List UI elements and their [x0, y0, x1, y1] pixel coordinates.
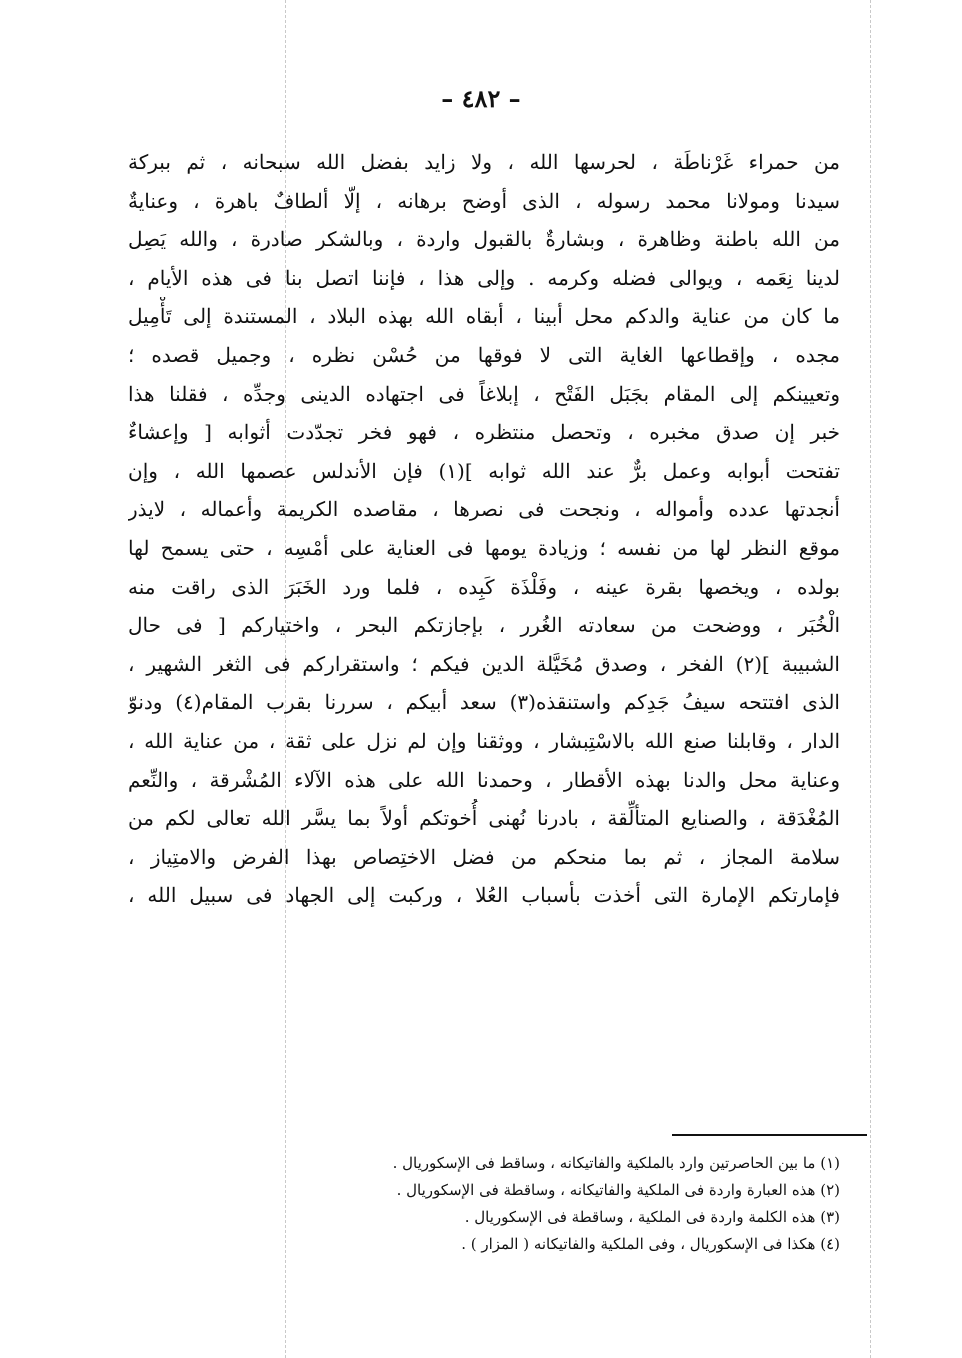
footnote: (٣) هذه الكلمة واردة فى الملكية ، وساقطة فى الإسكوريال .: [464, 1208, 840, 1226]
text-line: المُغْدَقة ، والصنايع المتألِّقة ، بادرنا نُهنى أُخوتكم أولاً بما يسَّر الله تعالى لكم من: [128, 806, 840, 831]
page-number: – ٤٨٢ –: [441, 84, 521, 113]
text-line: وعناية محل والدنا بهذه الأقطار ، وحمدنا الله على هذه الآلاء المُشْرقة ، والنِّعم: [128, 767, 840, 792]
footnote: (١) ما بين الحاصرتين وارد بالملكية والفاتيكانه ، وساقط فى الإسكوريال .: [392, 1154, 840, 1172]
text-line: مجده ، وإقطاعها الغاية التى لا فوقها من حُسْن نظره ، وجميل قصده ؛: [128, 342, 840, 367]
text-line: الْخُبَر ، ووضحت من سعادته الغُرر ، بإجازتكم البحر ، واختياركم [ فى حال: [128, 613, 840, 638]
text-line: لدينا نِعَمه ، ويوالى فضله وكرمه . وإلى هذا ، فإننا اتصل بنا فى هذه الأيام ،: [128, 265, 840, 290]
footnote: (٤) هكذا فى الإسكوريال ، وفى الملكية والفاتيكانه ( المزار ) .: [461, 1235, 840, 1253]
body-text: [128, 143, 840, 915]
scan-fold-line: [870, 0, 871, 1358]
footnotes: [300, 1150, 840, 1258]
text-line: الشبيبة ](٢) الفخر ، وصدق مُخَيَّلة الدين فيكم ؛ واستقراركم فى الثغر الشهير ،: [128, 651, 840, 676]
text-line: الدار ، وقابلنا صنع الله بالاسْتِبشار ، ووثقنا وإن لم نزل على ثقة ، من عناية الله ،: [128, 728, 840, 753]
text-line: وتعيينكم إلى المقام بجَبَل الفَتْح ، إبلاغاً فى اجتهاده الدينى وجدِّه ، فقلنا هذا: [128, 381, 840, 406]
text-line: الذى افتتحه سيفُ جَدِكم واستنقذه(٣) سعد أبيكم ، سررنا بقرب المقام(٤) ودنوّ: [128, 690, 840, 715]
text-line: من الله باطنة وظاهرة ، وبشارةٌ بالقبول واردة ، وبالشكر صادرة ، والله يَصِل: [128, 227, 840, 252]
text-line: فإمارتكم الإمارة التى أخذت بأسباب العُلا ، وركبت إلى الجهاد فى سبيل الله ،: [128, 883, 840, 908]
text-line: سلامة المجاز ، ثم بما منحكم من فضل الاختِصاص بهذا الفرض والامتِياز ،: [128, 844, 840, 869]
text-line: ما كان من عناية والدكم محل أبينا ، أبقاه الله بهذه البلاد ، المستندة إلى تَأْمِيل: [128, 304, 840, 329]
footnote: (٢) هذه العبارة واردة فى الملكية والفاتيكانه ، وساقطة فى الإسكوريال .: [396, 1181, 840, 1199]
text-line: من حمراء غَرْناطَة ، لحرسها الله ، ولا زايد بفضل الله سبحانه ، ثم ببركة: [128, 150, 840, 174]
text-line: سيدنا ومولانا محمد رسوله ، الذى أوضح برهانه ، إلّا ألطافٌ باهرة ، وعنايةٌ: [128, 188, 840, 213]
footnote-separator: [672, 1134, 867, 1136]
text-line: أنجدتها عدده وأمواله ، ونجحت فى نصرها ، مقاصده الكريمة وأعماله ، لايذر: [128, 497, 840, 522]
text-line: موقع النظر لها من نفسه ؛ وزيادة يومها فى العناية على أمْسِه ، حتى يسمح لها: [128, 535, 840, 560]
text-line: بولده ، ويخصها بقرة عينه ، وفَلْذَة كَبِده ، فلما ورد الخَبَرَ الذى راقت منه: [128, 574, 840, 599]
text-line: تفتحت أبوابه وعمل برٌّ عند الله ثوابه ](١) فإن الأندلس عصمها الله ، وإن: [128, 458, 840, 483]
text-line: خبر إن صدق مخبره ، وتحصل منتظره ، فهو فخر تجدّدت أثوابه [ وإعشاءٌ: [128, 420, 840, 445]
